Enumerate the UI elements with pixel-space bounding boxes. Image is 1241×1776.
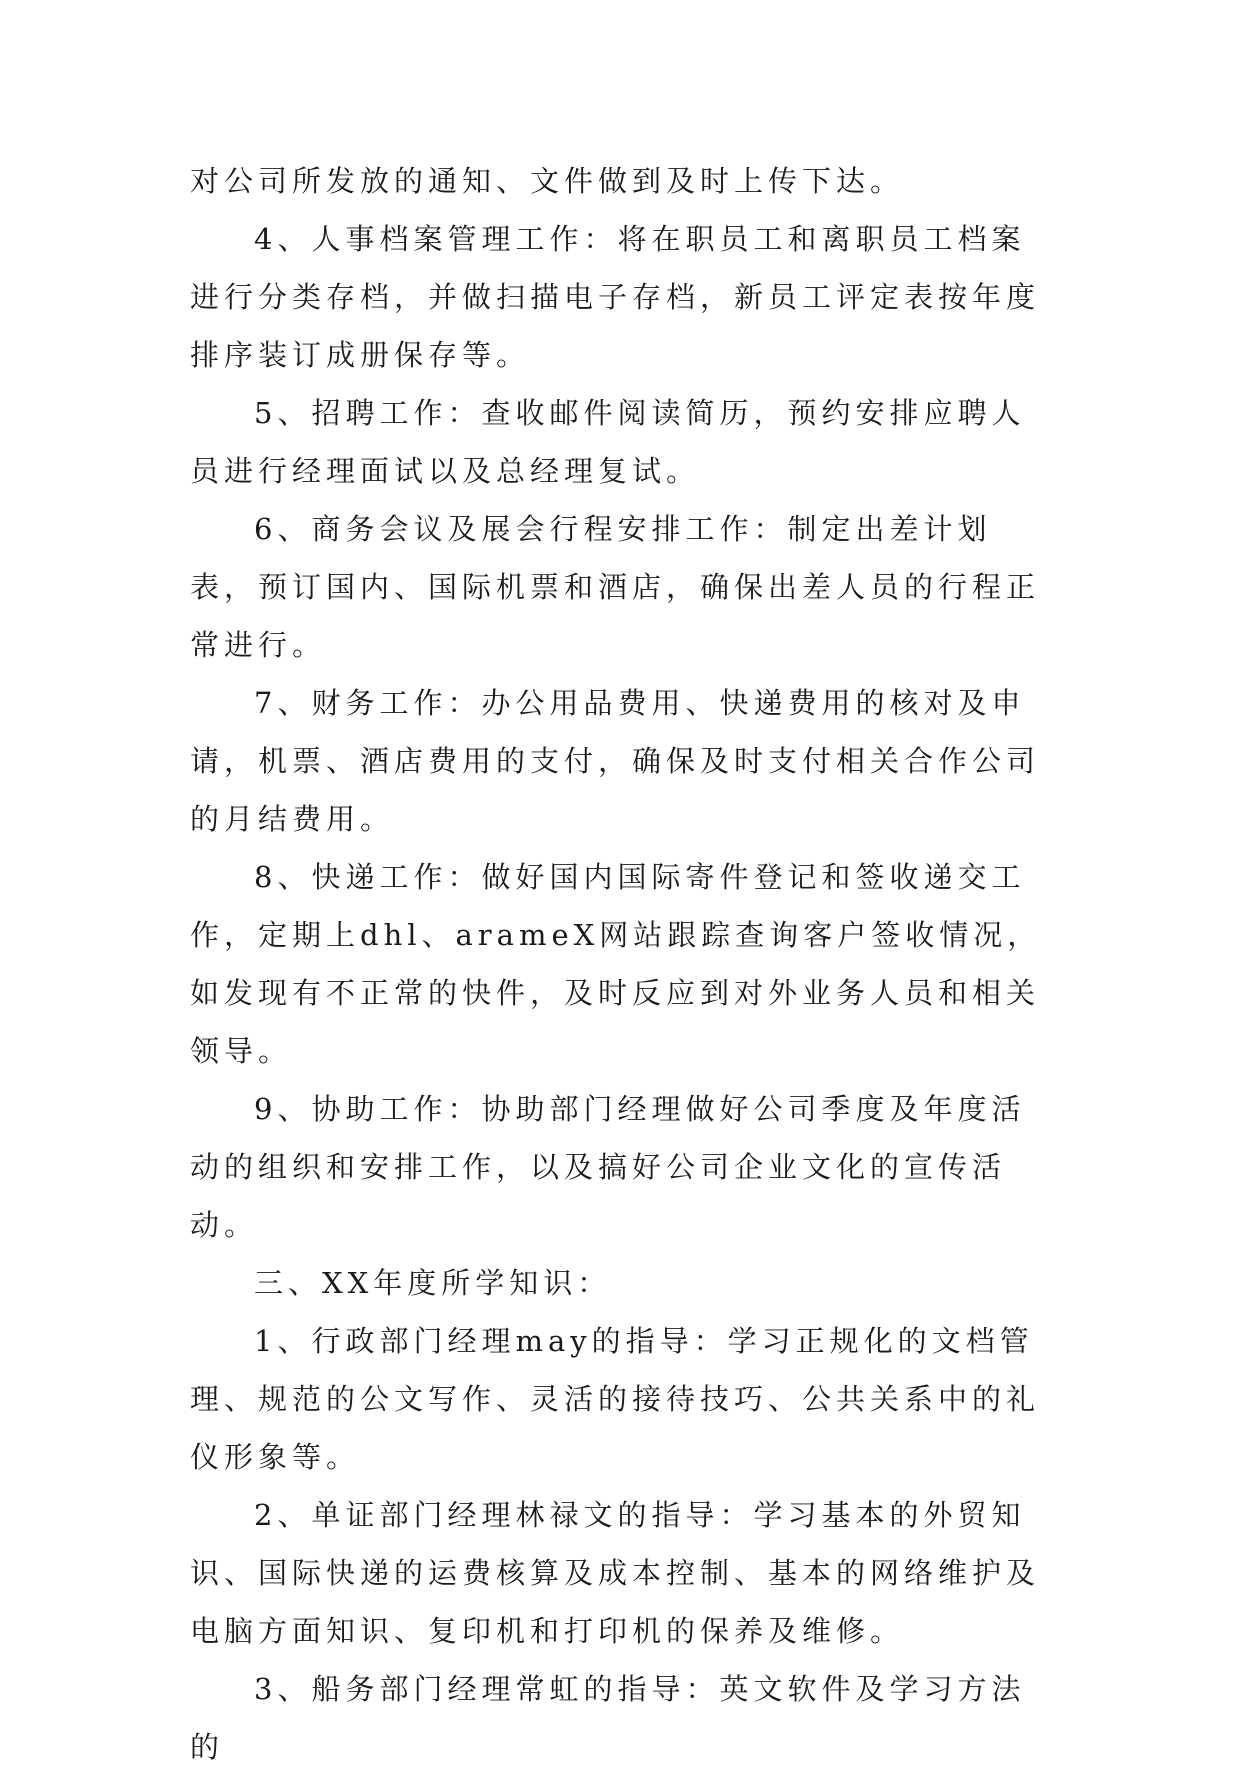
paragraph-knowledge-2: 2、单证部门经理林禄文的指导：学习基本的外贸知识、国际快递的运费核算及成本控制、基本的网络维护及电脑方面知识、复印机和打印机的保养及维修。	[190, 1498, 1041, 1648]
paragraph-item-5-recruitment: 5、招聘工作：查收邮件阅读简历，预约安排应聘人员进行经理面试以及总经理复试。	[190, 396, 1026, 488]
paragraph-knowledge-1: 1、行政部门经理may的指导：学习正规化的文档管理、规范的公文写作、灵活的接待技巧、公共关系中的礼仪形象等。	[190, 1324, 1041, 1474]
paragraph-item-4-personnel-files: 4、人事档案管理工作：将在职员工和离职员工档案进行分类存档，并做扫描电子存档，新员工评定表按年度排序装订成册保存等。	[190, 222, 1041, 372]
paragraph-knowledge-3: 3、船务部门经理常虹的指导：英文软件及学习方法的	[190, 1672, 1026, 1764]
paragraph-item-7-finance: 7、财务工作：办公用品费用、快递费用的核对及申请，机票、酒店费用的支付，确保及时支付相关合作公司的月结费用。	[190, 686, 1041, 836]
section-heading-knowledge: 三、XX年度所学知识：	[254, 1266, 612, 1300]
paragraph-continuation: 对公司所发放的通知、文件做到及时上传下达。	[190, 164, 905, 198]
paragraph-item-8-express: 8、快递工作：做好国内国际寄件登记和签收递交工作，定期上dhl、arameX网站跟踪查询客户签收情况，如发现有不正常的快件，及时反应到对外业务人员和相关领导。	[190, 860, 1042, 1068]
paragraph-item-9-assistance: 9、协助工作：协助部门经理做好公司季度及年度活动的组织和安排工作，以及搞好公司企业文化的宣传活动。	[190, 1092, 1026, 1242]
document-body	[190, 152, 1050, 1776]
paragraph-item-6-business-travel: 6、商务会议及展会行程安排工作：制定出差计划表，预订国内、国际机票和酒店，确保出差人员的行程正常进行。	[190, 512, 1041, 662]
